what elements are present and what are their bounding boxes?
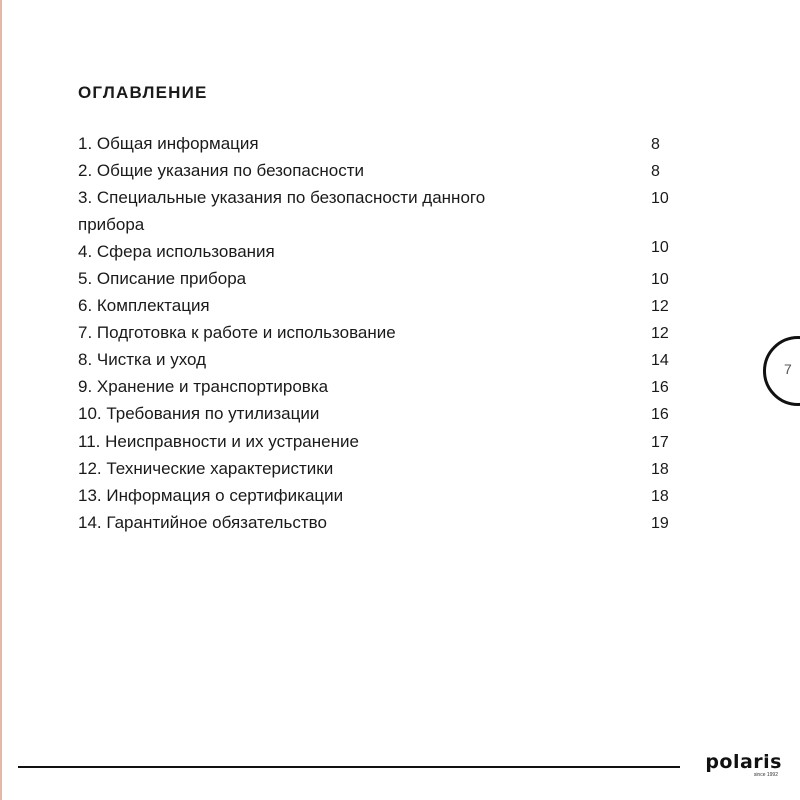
logo-wordmark: polaris [705,751,782,773]
toc-item-page: 12 [651,325,669,342]
toc-item-label: 10. Требования по утилизации [78,404,320,423]
toc-item-page: 19 [651,515,669,532]
logo-since-text: since 1992 [753,772,778,778]
toc-item [78,509,678,565]
toc-item-page: 8 [651,136,660,153]
toc-list [78,0,678,800]
toc-item [78,184,678,240]
toc-item-page: 16 [651,406,669,423]
toc-item-page: 12 [651,298,669,315]
toc-item-label: 9. Хранение и транспортировка [78,377,329,396]
toc-item-label: 1. Общая информация [78,134,259,153]
toc-item-page: 10 [651,239,669,256]
toc-item-label: 5. Описание прибора [78,269,247,288]
toc-item-label: 6. Комплектация [78,296,210,315]
toc-item-page: 18 [651,461,669,478]
toc-item-page: 10 [651,271,669,288]
toc-item-page: 14 [651,352,669,369]
toc-item-page: 18 [651,488,669,505]
toc-item-page: 16 [651,379,669,396]
page-number-badge [763,336,800,406]
toc-item-label: 8. Чистка и уход [78,350,207,369]
toc-item-label: 13. Информация о сертификации [78,486,344,505]
toc-item-page: 10 [651,190,669,207]
footer-divider [18,766,680,768]
toc-item-page: 17 [651,434,669,451]
toc-item-label: 2. Общие указания по безопасности [78,161,365,180]
toc-item-label: 4. Сфера использования [78,242,275,261]
toc-item-page: 8 [651,163,660,180]
toc-title: ОГЛАВЛЕНИЕ [78,83,208,102]
toc-item-label: 11. Неисправности и их устранение [78,432,359,451]
toc-item-label: 3. Специальные указания по безопасности данного прибора [78,188,486,234]
polaris-logo [690,752,782,782]
left-page-edge [0,0,2,800]
page-number: 7 [784,361,792,377]
toc-item-label: 12. Технические характеристики [78,459,334,478]
toc-item-label: 7. Подготовка к работе и использование [78,323,396,342]
toc-item-label: 14. Гарантийное обязательство [78,513,327,532]
